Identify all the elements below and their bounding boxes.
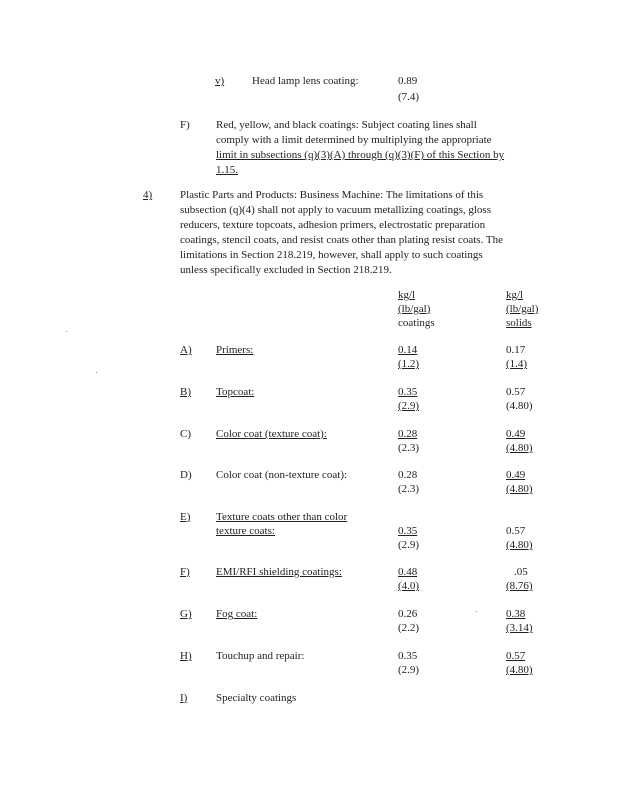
row-name: Topcoat: [216,386,255,398]
item-v-value: 0.89 [398,75,418,87]
row-label: A) [180,344,192,356]
row-value-coatings: 0.14 [398,344,418,356]
row-value-solids: 0.57 [506,650,526,662]
row-name: Primers: [216,344,254,356]
row-label: G) [180,608,192,620]
item-f-line-2: comply with a limit determined by multiplying the appropriate [216,134,492,146]
row-value-solids: 0.57 [506,525,526,537]
row-label: D) [180,469,192,481]
row-value-coatings-alt: (2.3) [398,483,420,495]
header-col2-unit: kg/l [506,289,524,301]
row-value-solids: .05 [514,566,528,578]
row-name: EMI/RFI shielding coatings: [216,566,342,578]
row-value-solids: 0.49 [506,428,526,440]
row-value-coatings-alt: (1.2) [398,358,420,370]
row-value-coatings-alt: (2.9) [398,664,420,676]
row-value-solids-alt: (4.80) [506,400,533,412]
item-v-label: v) [215,75,225,87]
row-value-solids: 0.38 [506,608,526,620]
header-col1-basis: coatings [398,317,435,329]
row-value-solids: 0.57 [506,386,526,398]
section-4-line-5: limitations in Section 218.219, however, shall apply to such coatings [180,249,483,261]
scan-speck [66,331,67,332]
header-col2-basis: solids [506,317,532,329]
row-value-solids-alt: (8.76) [506,580,533,592]
row-label: B) [180,386,191,398]
row-value-coatings: 0.48 [398,566,418,578]
row-name: Color coat (non-texture coat): [216,469,348,481]
row-label: E) [180,511,191,523]
section-4-line-3: reducers, texture topcoats, adhesion primers, electrostatic preparation [180,219,486,231]
row-name: Touchup and repair: [216,650,305,662]
scan-speck [96,372,97,373]
row-value-coatings: 0.35 [398,525,418,537]
item-f-line-4: 1.15. [216,164,238,176]
row-name: Texture coats other than color [216,511,348,523]
row-name: Color coat (texture coat): [216,428,327,440]
header-col2-alt: (lb/gal) [506,303,539,315]
row-label: C) [180,428,191,440]
item-v-text: Head lamp lens coating: [252,75,359,87]
row-value-coatings: 0.28 [398,428,418,440]
row-value-coatings: 0.26 [398,608,418,620]
row-value-coatings-alt: (2.9) [398,539,420,551]
row-value-solids-alt: (4.80) [506,442,533,454]
section-4-label: 4) [143,189,153,201]
section-4-line-2: subsection (q)(4) shall not apply to vacuum metallizing coatings, gloss [180,204,491,216]
row-value-solids: 0.49 [506,469,526,481]
row-value-solids-alt: (4.80) [506,664,533,676]
row-value-solids-alt: (4.80) [506,539,533,551]
header-col1-alt: (lb/gal) [398,303,431,315]
item-f-line-3: limit in subsections (q)(3)(A) through (q)(3)(F) of this Section by [216,149,505,161]
item-f-line-1: Red, yellow, and black coatings: Subject coating lines shall [216,119,477,131]
header-col1-unit: kg/l [398,289,416,301]
row-value-coatings-alt: (4.0) [398,580,420,592]
row-value-solids: 0.17 [506,344,526,356]
row-value-coatings-alt: (2.3) [398,442,420,454]
row-value-solids-alt: (3.14) [506,622,533,634]
section-4-line-4: coatings, stencil coats, and resist coats other than plating resist coats. The [180,234,503,246]
row-label: H) [180,650,192,662]
row-value-solids-alt: (1.4) [506,358,528,370]
scan-speck [476,611,477,612]
row-label: F) [180,566,190,578]
row-value-coatings-alt: (2.2) [398,622,420,634]
row-name-cont: texture coats: [216,525,275,537]
section-4-line-6: unless specifically excluded in Section 218.219. [180,264,392,276]
row-value-coatings: 0.35 [398,650,418,662]
item-v-value-alt: (7.4) [398,91,420,103]
row-name: Specialty coatings [216,692,297,704]
row-label: I) [180,692,188,704]
row-value-coatings-alt: (2.9) [398,400,420,412]
row-value-coatings: 0.35 [398,386,418,398]
item-f-label: F) [180,119,190,131]
row-name: Fog coat: [216,608,258,620]
row-value-coatings: 0.28 [398,469,418,481]
section-4-line-1: Plastic Parts and Products: Business Machine: The limitations of this [180,189,484,201]
row-value-solids-alt: (4.80) [506,483,533,495]
